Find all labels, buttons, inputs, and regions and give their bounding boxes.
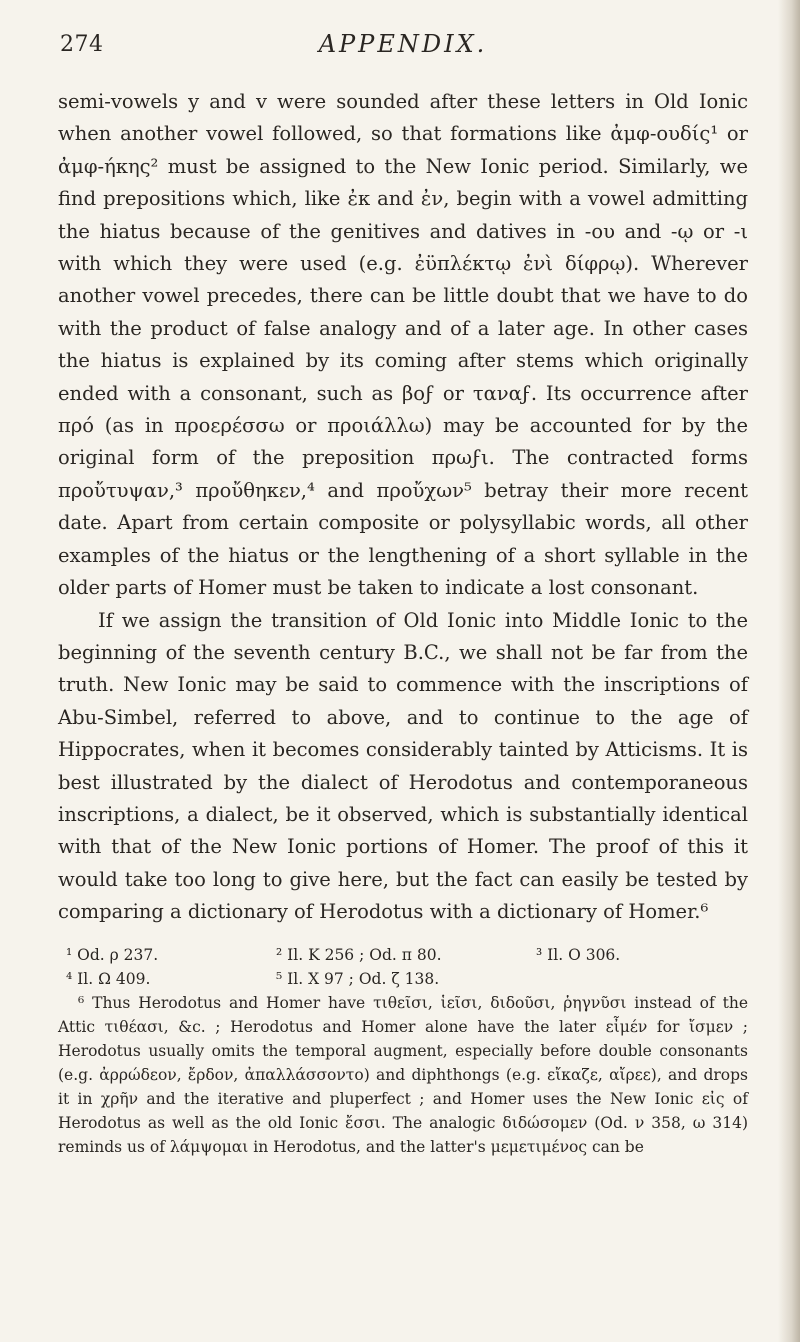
footnote-2: ² Il. K 256 ; Od. π 80. xyxy=(276,945,442,964)
main-text xyxy=(58,86,748,929)
paragraph-2: If we assign the transition of Old Ionic into Middle Ionic to the beginning of the seventh century B.C., we shall not be far from the truth. New Ionic may be said to commence with the inscriptions of Abu-Simbel, referred to above, and to continue to the age of Hippocrates, when it becomes considerably tainted by Atticisms. It is best illustrated by the dialect of Herodotus and contemporaneous inscriptions, a dialect, be it observed, which is substantially identical with that of the New Ionic portions of Homer. The proof of this it would take too long to give here, but the fact can easily be tested by comparing a dictionary of Herodotus with a dictionary of Homer.⁶ xyxy=(58,608,748,924)
running-head: APPENDIX. xyxy=(318,30,488,58)
footnote-row-1 xyxy=(58,943,748,967)
footnote-1: ¹ Od. ρ 237. xyxy=(66,945,159,964)
page-header xyxy=(58,28,748,72)
footnotes xyxy=(58,943,748,1159)
footnote-6: ⁶ Thus Herodotus and Homer have τιθεῖσι, ἱεῖσι, διδοῦσι, ῥηγνῦσι instead of the Attic τιθέασι, &c. ; Herodotus and Homer alone have the later εἶμέν for ἴσμεν ; Herodotus usually omits the temporal augment, especially before double consonants (e.g. ἀρρώδεον, ἔρδον, ἀπαλλάσσοντο) and diphthongs (e.g. εἴκαζε, αἴρεε), and drops it in χρῆν and the iterative and pluperfect ; and Homer uses the New Ionic εἰς of Herodotus as well as the old Ionic ἔσσι. The analogic διδώσομεν (Od. ν 358, ω 314) reminds us of λάμψομαι in Herodotus, and the latter's μεμετιμένος can be xyxy=(58,993,748,1156)
footnote-row-2 xyxy=(58,967,748,991)
paragraph-1: semi-vowels y and v were sounded after these letters in Old Ionic when another vowel followed, so that formations like ἀμφ-ουδίς¹ or ἀμφ-ήκης² must be assigned to the New Ionic period. Similarly, we find prepositions which, like ἐκ and ἐν, begin with a vowel admitting the hiatus because of the genitives and datives in -ου and -ῳ or -ι with which they were used (e.g. ἐϋπλέκτῳ ἐνὶ δίφρῳ). Wherever another vowel precedes, there can be little doubt that we have to do with the product of false analogy and of a later age. In other cases the hiatus is explained by its coming after stems which originally ended with a consonant, such as βοϝ or ταναϝ. Its occurrence after πρό (as in προερέσσω or προιάλλω) may be accounted for by the original form of the preposition πρωϝι. The contracted forms προὔτυψαν,³ προὔθηκεν,⁴ and προὔχων⁵ betray their more recent date. Apart from certain composite or polysyllabic words, all other examples of the hiatus or the lengthening of a short syllable in the older parts of Homer must be taken to indicate a lost consonant. xyxy=(58,90,748,600)
page-edge-shadow xyxy=(778,0,800,1342)
footnote-3: ³ Il. O 306. xyxy=(536,945,621,964)
footnote-4: ⁴ Il. Ω 409. xyxy=(66,969,151,988)
page-number: 274 xyxy=(60,32,104,57)
footnote-5: ⁵ Il. X 97 ; Od. ζ 138. xyxy=(276,969,440,988)
